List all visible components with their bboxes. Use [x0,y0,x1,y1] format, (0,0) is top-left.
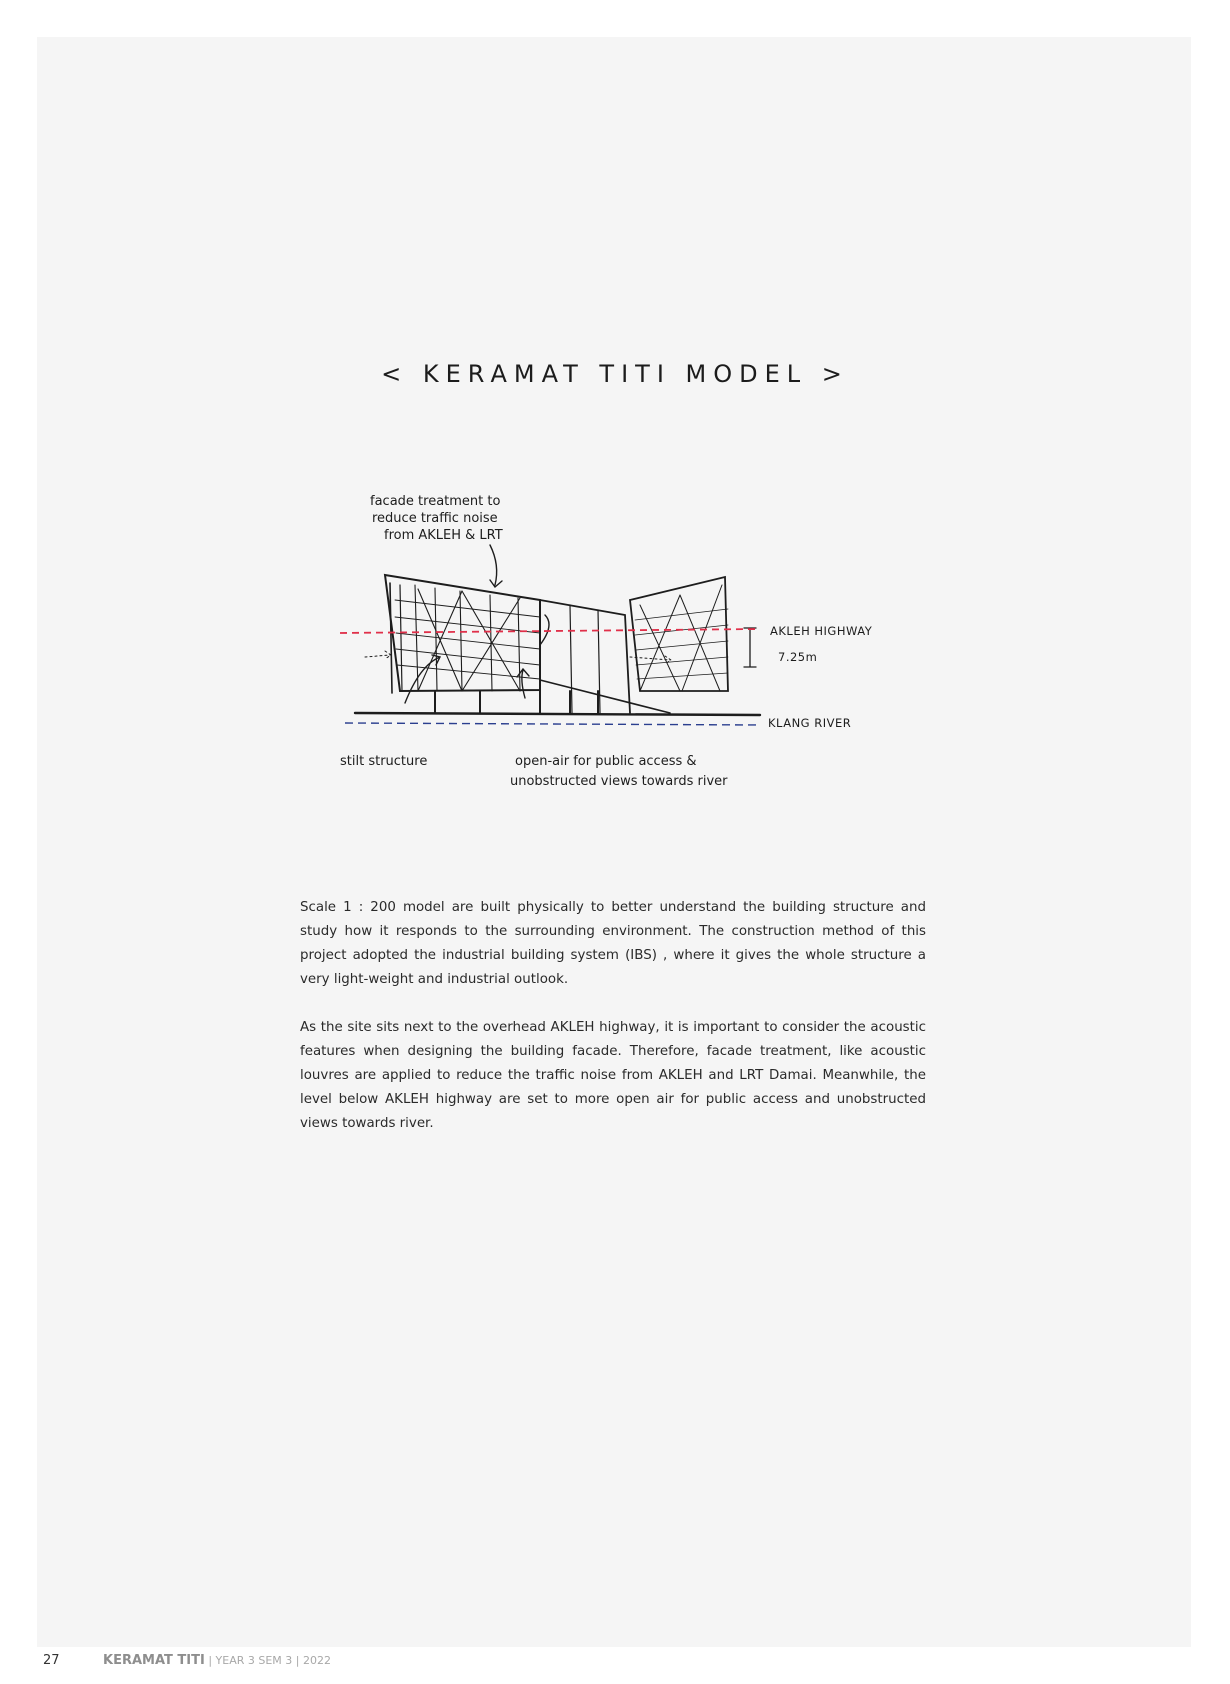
label-facade-1: facade treatment to [370,494,501,509]
river-line [345,723,760,725]
section-sketch [340,494,960,805]
label-height: 7.25m [778,650,818,664]
page-title: < KERAMAT TITI MODEL > [381,360,849,388]
label-klang-river: KLANG RIVER [768,716,852,730]
label-stilt-structure: stilt structure [340,754,428,769]
label-facade-3: from AKLEH & LRT [384,528,503,543]
footer-meta: | YEAR 3 SEM 3 | 2022 [204,1654,331,1667]
label-akleh-highway: AKLEH HIGHWAY [770,624,873,638]
label-facade-2: reduce traffic noise [372,511,498,526]
paragraph-model: Scale 1 : 200 model are built physically to better understand the building structure and study how it responds to the surrounding environment. The construction method of this project adopted the industrial building system (IBS) , where it gives the whole structure a very light-weight and industrial outlook. [300,900,926,987]
highway-line [340,629,760,633]
label-open-air-2: unobstructed views towards river [510,774,728,789]
page-sheet [37,37,1191,1647]
page-footer [43,1653,331,1671]
page-number: 27 [43,1653,60,1668]
section-sketch-drawing [340,494,960,805]
label-open-air-1: open-air for public access & [515,754,697,769]
ground-line [355,713,760,715]
footer-project: KERAMAT TITI [103,1653,205,1668]
paragraph-facade: As the site sits next to the overhead AKLEH highway, it is important to consider the acoustic features when designing the building facade. Therefore, facade treatment, like acoustic louvres are applied to reduce the traffic noise from AKLEH and LRT Damai. Meanwhile, the level below AKLEH highway are set to more open air for public access and unobstructed views towards river. [300,1020,926,1131]
body-text [300,896,926,1160]
